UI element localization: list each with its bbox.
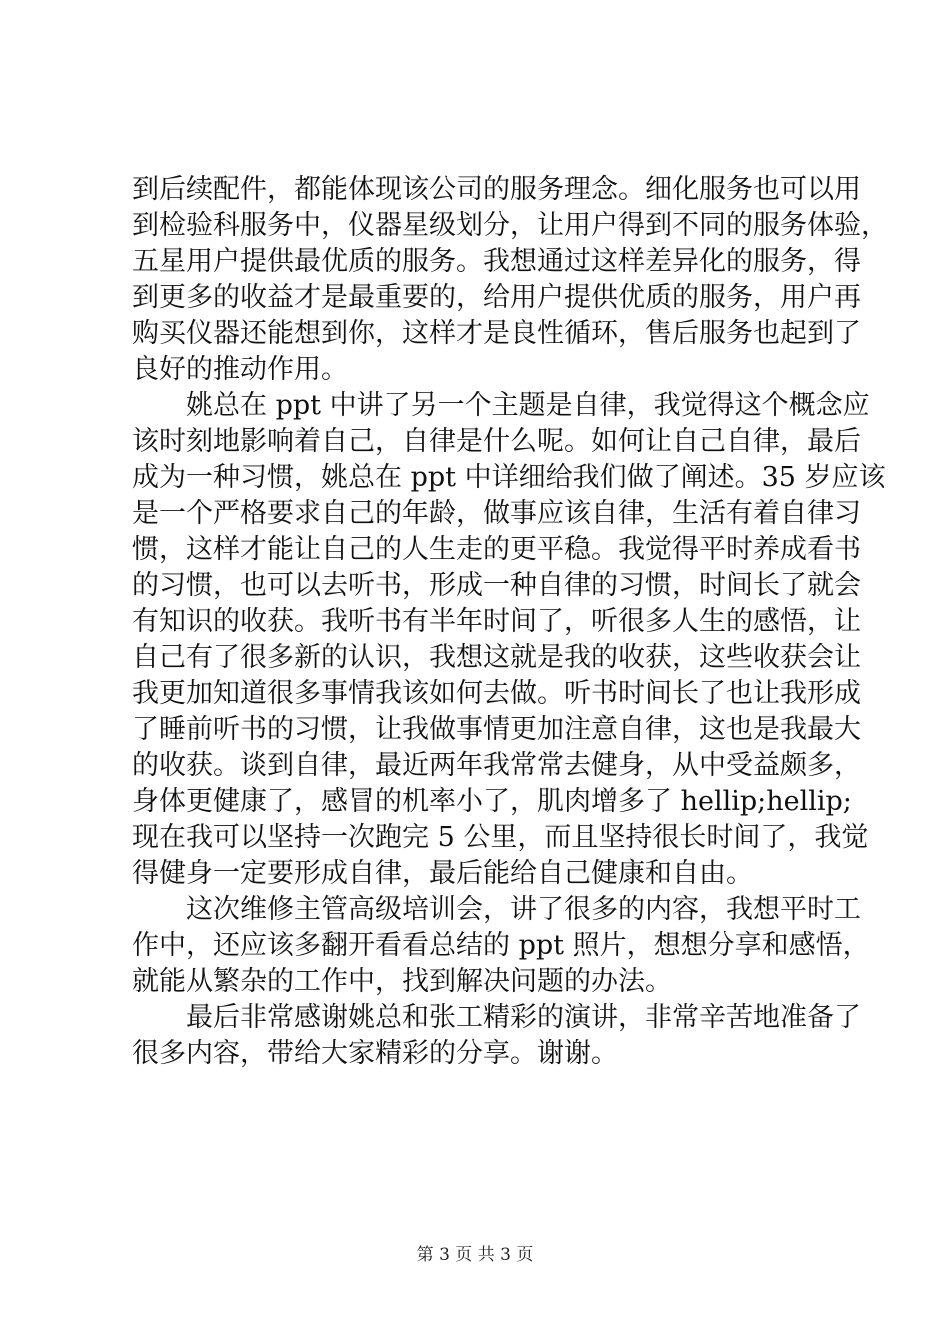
paragraph-3 — [132, 892, 870, 1000]
text-line: 身体更健康了，感冒的机率小了，肌肉增多了 hellip;hellip; — [132, 786, 852, 817]
paragraph-2 — [132, 388, 886, 892]
paragraph-4 — [132, 1000, 861, 1072]
text-line: 我更加知道很多事情我该如何去做。听书时间长了也让我形成 — [132, 678, 861, 709]
text-line: 的收获。谈到自律，最近两年我常常去健身，从中受益颇多， — [132, 750, 861, 781]
text-line: 姚总在 ppt 中讲了另一个主题是自律，我觉得这个概念应 — [186, 390, 870, 421]
text-line: 到后续配件，都能体现该公司的服务理念。细化服务也可以用 — [132, 174, 861, 205]
text-line: 很多内容，带给大家精彩的分享。谢谢。 — [132, 1038, 618, 1069]
text-line: 成为一种习惯，姚总在 ppt 中详细给我们做了阐述。35 岁应该 — [132, 462, 886, 493]
text-line: 惯，这样才能让自己的人生走的更平稳。我觉得平时养成看书 — [132, 534, 861, 565]
text-line: 就能从繁杂的工作中，找到解决问题的办法。 — [132, 966, 672, 997]
paragraph-1 — [132, 172, 888, 388]
text-line: 最后非常感谢姚总和张工精彩的演讲，非常辛苦地准备了 — [186, 1002, 861, 1033]
text-line: 该时刻地影响着自己，自律是什么呢。如何让自己自律，最后 — [132, 426, 861, 457]
document-body — [132, 172, 888, 1072]
text-line: 到检验科服务中，仪器星级划分，让用户得到不同的服务体验， — [132, 210, 888, 241]
text-line: 了睡前听书的习惯，让我做事情更加注意自律，这也是我最大 — [132, 714, 861, 745]
text-line: 有知识的收获。我听书有半年时间了，听很多人生的感悟，让 — [132, 606, 861, 637]
text-line: 五星用户提供最优质的服务。我想通过这样差异化的服务，得 — [132, 246, 861, 277]
text-line: 得健身一定要形成自律，最后能给自己健康和自由。 — [132, 858, 753, 889]
text-line: 这次维修主管高级培训会，讲了很多的内容，我想平时工 — [186, 894, 861, 925]
text-line: 作中，还应该多翻开看看总结的 ppt 照片，想想分享和感悟， — [132, 930, 870, 961]
page-number-footer: 第 3 页 共 3 页 — [416, 1245, 534, 1265]
text-line: 良好的推动作用。 — [132, 354, 348, 385]
text-line: 自己有了很多新的认识，我想这就是我的收获，这些收获会让 — [132, 642, 861, 673]
text-line: 的习惯，也可以去听书，形成一种自律的习惯，时间长了就会 — [132, 570, 861, 601]
text-line: 到更多的收益才是最重要的，给用户提供优质的服务，用户再 — [132, 282, 861, 313]
text-line: 现在我可以坚持一次跑完 5 公里，而且坚持很长时间了，我觉 — [132, 822, 869, 853]
text-line: 购买仪器还能想到你，这样才是良性循环，售后服务也起到了 — [132, 318, 861, 349]
text-line: 是一个严格要求自己的年龄，做事应该自律，生活有着自律习 — [132, 498, 861, 529]
